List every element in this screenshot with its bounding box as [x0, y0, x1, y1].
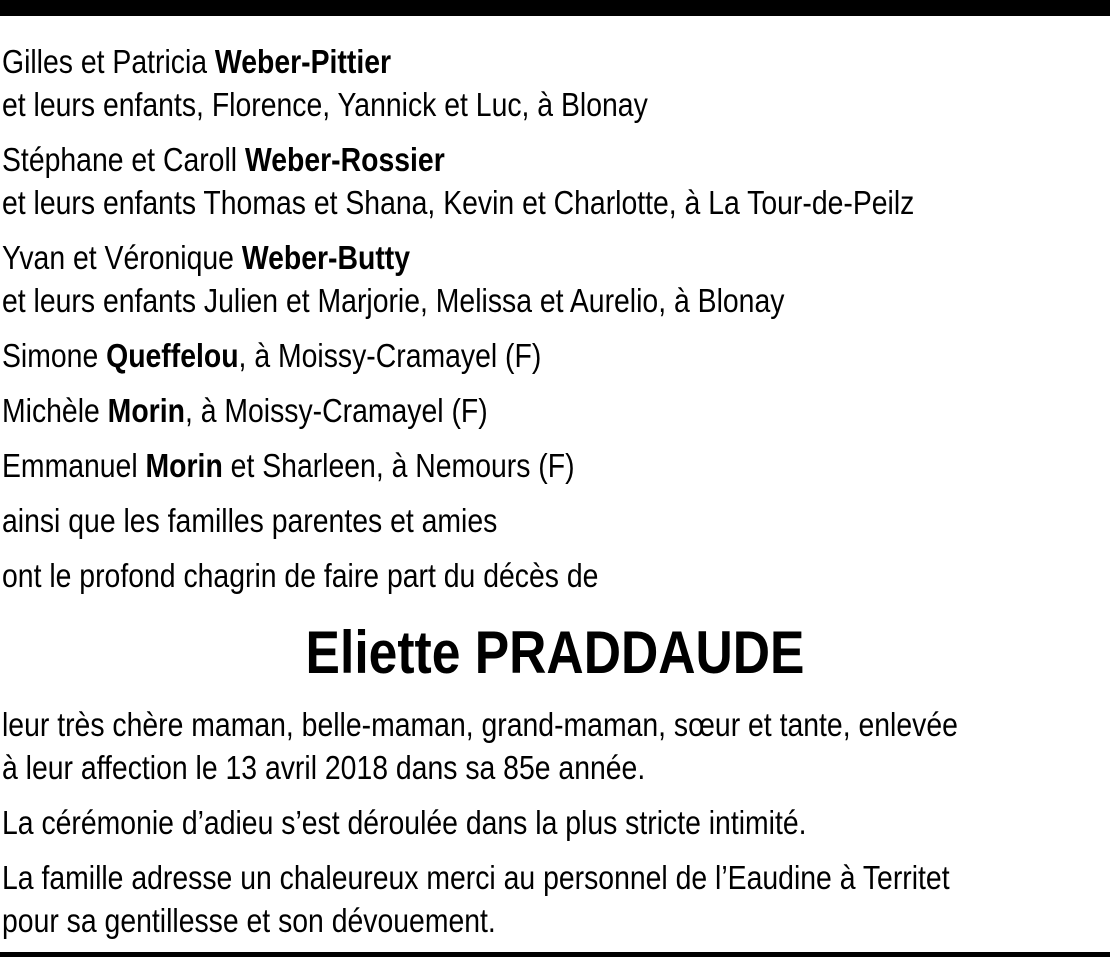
- surname: Morin: [107, 392, 185, 429]
- top-rule: [0, 0, 1110, 16]
- family-detail: et leurs enfants, Florence, Yannick et Luc, à Blonay: [2, 86, 648, 123]
- body-line: leur très chère maman, belle-maman, grand-maman, sœur et tante, enlevée: [2, 706, 958, 743]
- surname: Weber-Rossier: [244, 141, 445, 178]
- surname: Weber-Pittier: [214, 43, 392, 80]
- bottom-rule: [0, 952, 1110, 957]
- ceremony-line: La cérémonie d’adieu s’est déroulée dans la plus stricte intimité.: [2, 804, 807, 841]
- given-names: Yvan et Véronique: [2, 239, 242, 276]
- family-names: [2, 138, 953, 181]
- thanks-paragraph: [2, 856, 1108, 942]
- intro-line: ainsi que les familles parentes et amies: [2, 502, 498, 539]
- given-names: Stéphane et Caroll: [2, 141, 245, 178]
- announcement-line: ont le profond chagrin de faire part du décès de: [2, 557, 599, 594]
- relative-line-2: [2, 389, 953, 432]
- family-detail: et leurs enfants Thomas et Shana, Kevin et Charlotte, à La Tour-de-Peilz: [2, 184, 915, 221]
- obituary-notice: [2, 40, 1108, 942]
- family-names: [2, 236, 953, 279]
- relative-line-3: [2, 444, 953, 487]
- relative-line-1: [2, 334, 953, 377]
- given-names: Gilles et Patricia: [2, 43, 215, 80]
- family-block-2: [2, 138, 1108, 224]
- thanks-line: La famille adresse un chaleureux merci au personnel de l’Eaudine à Territet: [2, 859, 950, 896]
- given-names: Simone: [2, 337, 107, 374]
- given-names: Emmanuel: [2, 447, 146, 484]
- family-detail: et leurs enfants Julien et Marjorie, Melissa et Aurelio, à Blonay: [2, 282, 785, 319]
- thanks-line: pour sa gentillesse et son dévouement.: [2, 902, 496, 939]
- body-paragraph: [2, 703, 1108, 789]
- surname: Queffelou: [106, 337, 239, 374]
- given-names: Michèle: [2, 392, 108, 429]
- family-block-1: [2, 40, 1108, 126]
- surname: Morin: [145, 447, 223, 484]
- family-block-3: [2, 236, 1108, 322]
- relative-location: , à Moissy-Cramayel (F): [184, 392, 488, 429]
- relative-location: et Sharleen, à Nemours (F): [222, 447, 575, 484]
- body-line: à leur affection le 13 avril 2018 dans sa 85e année.: [2, 749, 646, 786]
- deceased-name: Eliette PRADDAUDE: [305, 619, 805, 686]
- surname: Weber-Butty: [241, 239, 411, 276]
- relative-location: , à Moissy-Cramayel (F): [238, 337, 542, 374]
- family-names: [2, 40, 953, 83]
